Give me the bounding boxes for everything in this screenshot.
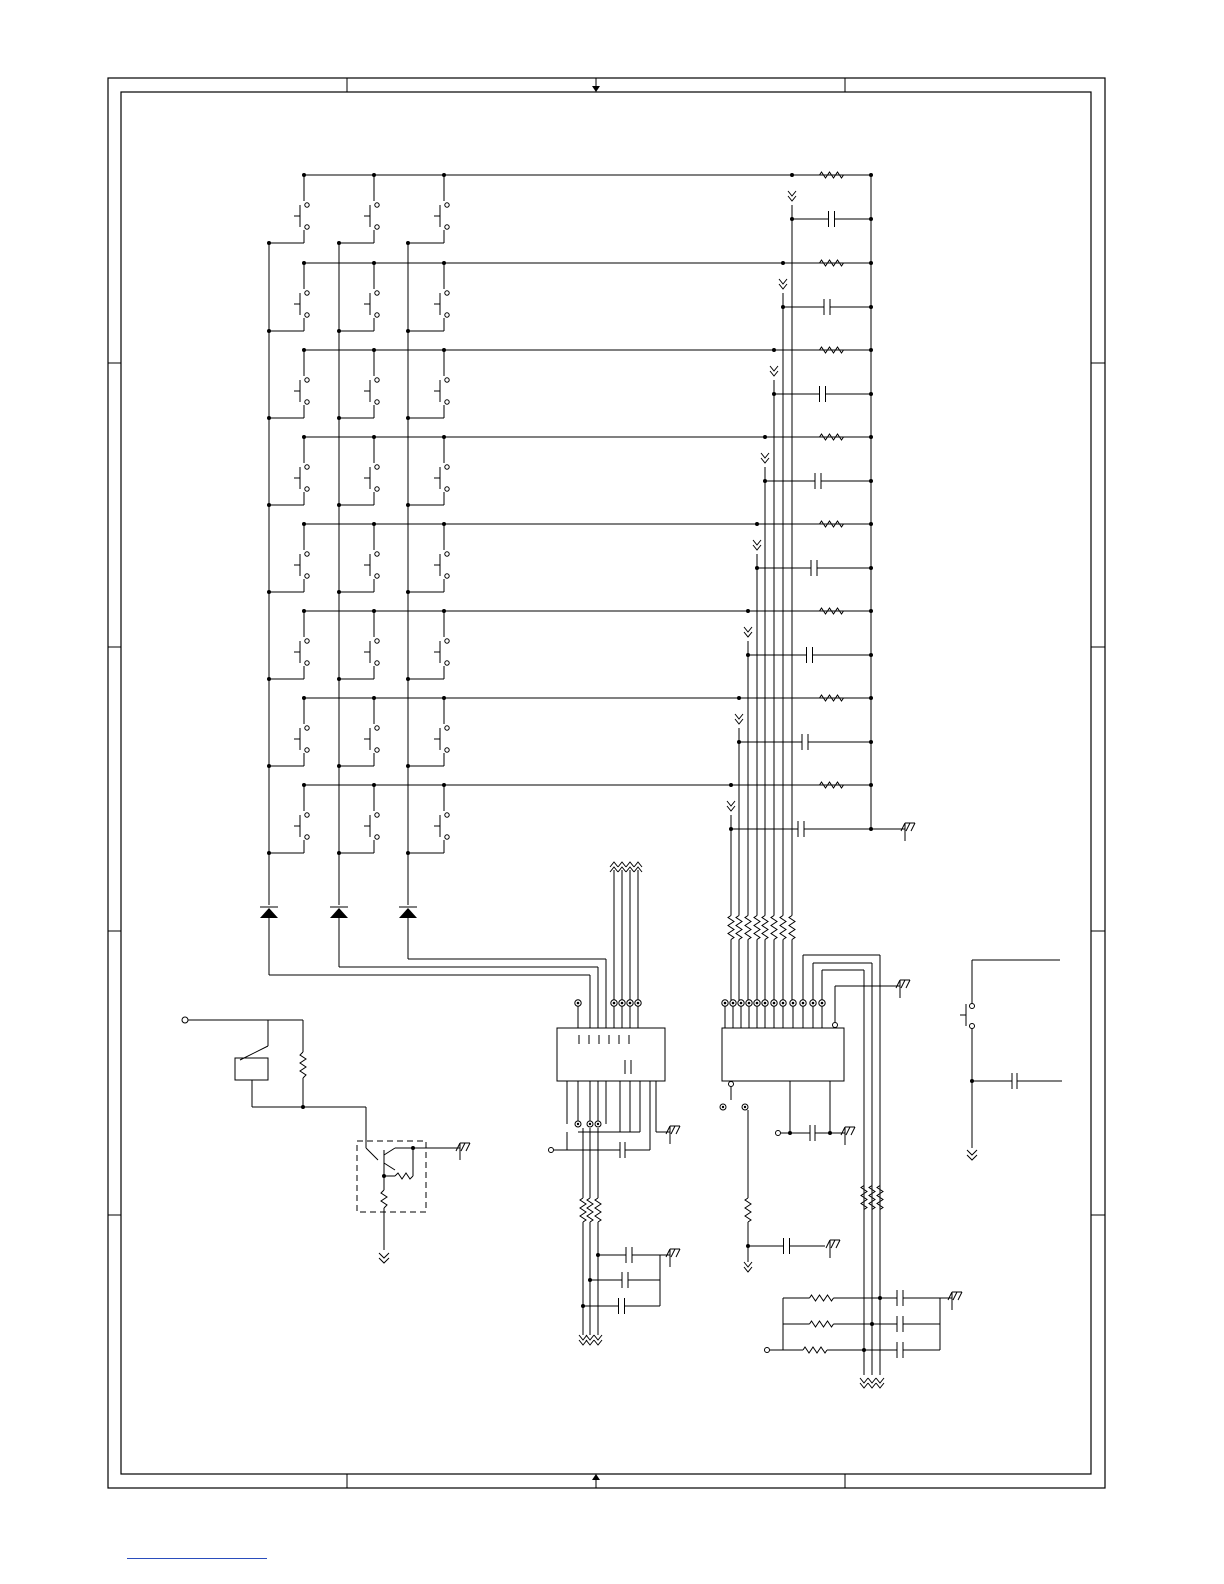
ground-symbol (841, 1127, 855, 1145)
junction (870, 1322, 874, 1326)
ground-symbol (948, 1292, 962, 1310)
junction (788, 1131, 792, 1135)
bus-arrow (779, 279, 787, 289)
resistor (820, 608, 844, 614)
signal-bus (727, 191, 796, 1000)
terminal (375, 661, 379, 665)
ground-symbol (826, 1240, 840, 1258)
terminal (445, 225, 449, 229)
push-switch (294, 263, 309, 331)
terminal (375, 465, 379, 469)
junction (862, 1348, 866, 1352)
resistor (580, 1198, 586, 1222)
terminal (305, 313, 309, 317)
push-switch (434, 611, 449, 679)
push-switch (364, 785, 379, 853)
resistor (810, 1321, 834, 1327)
ground-arrow (967, 1150, 977, 1160)
resistor (869, 1186, 875, 1210)
terminal (765, 1348, 770, 1353)
connector-left (557, 862, 665, 1081)
bus-arrow (594, 1335, 602, 1345)
right-connector-network (720, 1081, 962, 1388)
terminal (445, 378, 449, 382)
resistor (780, 916, 786, 940)
resistor (745, 1198, 751, 1222)
diode (399, 907, 417, 918)
resistor (820, 260, 844, 266)
push-switch (434, 175, 449, 243)
push-switch (294, 698, 309, 766)
push-switch (434, 524, 449, 592)
resistor (587, 1198, 593, 1222)
resistor (595, 1198, 601, 1222)
bus-arrow (788, 191, 796, 201)
resistor (789, 916, 795, 940)
bus-arrow (753, 540, 761, 550)
junction (878, 1296, 882, 1300)
push-switch (434, 350, 449, 418)
resistor (754, 916, 760, 940)
resistor (820, 521, 844, 527)
terminal (305, 748, 309, 752)
terminal (375, 487, 379, 491)
bus-arrow (860, 1378, 868, 1388)
footer-rule (127, 1558, 267, 1559)
junction (781, 261, 785, 265)
terminal (305, 813, 309, 817)
terminal (305, 465, 309, 469)
terminal (305, 835, 309, 839)
push-switch (294, 785, 309, 853)
push-switch (294, 611, 309, 679)
terminal (305, 225, 309, 229)
bus-arrow (586, 1335, 594, 1345)
terminal (305, 378, 309, 382)
push-switch (434, 437, 449, 505)
terminal (375, 378, 379, 382)
terminal (445, 400, 449, 404)
junction (737, 696, 741, 700)
push-switch (294, 524, 309, 592)
resistor (877, 1186, 883, 1210)
terminal (375, 574, 379, 578)
terminal (305, 639, 309, 643)
ground-symbol (901, 823, 915, 841)
drawing-frame (108, 78, 1105, 1488)
left-connector-network (549, 1081, 681, 1345)
bus-arrow (876, 1378, 884, 1388)
terminal (445, 487, 449, 491)
bus-arrow (579, 1335, 587, 1345)
connector-pin (833, 1023, 838, 1028)
ground-symbol (666, 1126, 680, 1144)
terminal (375, 313, 379, 317)
junction (729, 783, 733, 787)
push-switch (364, 437, 379, 505)
resistor (745, 916, 751, 940)
push-switch (364, 698, 379, 766)
terminal (445, 552, 449, 556)
terminal (375, 726, 379, 730)
terminal (375, 748, 379, 752)
junction (755, 522, 759, 526)
junction (746, 609, 750, 613)
terminal (445, 661, 449, 665)
ground-symbol (666, 1249, 680, 1267)
bus-arrow (727, 801, 735, 811)
bus-arrow (770, 366, 778, 376)
push-switch (364, 175, 379, 243)
terminal (375, 400, 379, 404)
bus-arrow (744, 1262, 752, 1272)
bus-arrow (735, 714, 743, 724)
resistor (820, 434, 844, 440)
resistor (861, 1186, 867, 1210)
junction (763, 435, 767, 439)
terminal (445, 574, 449, 578)
ground-symbol (896, 980, 910, 998)
resistor (820, 695, 844, 701)
push-switch (434, 785, 449, 853)
push-switch (294, 350, 309, 418)
terminal (375, 203, 379, 207)
terminal (445, 313, 449, 317)
push-switch (434, 698, 449, 766)
terminal (305, 400, 309, 404)
ground-arrow (379, 1253, 389, 1263)
terminal (445, 465, 449, 469)
bus-arrow (744, 627, 752, 637)
resistor (736, 916, 742, 940)
junction (828, 1131, 832, 1135)
resistor (728, 916, 734, 940)
push-switch (364, 263, 379, 331)
relay-coil (235, 1058, 268, 1080)
resistor (771, 916, 777, 940)
push-switch (364, 611, 379, 679)
resistor (395, 1173, 413, 1179)
push-switch (294, 175, 309, 243)
terminal (375, 552, 379, 556)
resistor (762, 916, 768, 940)
terminal (305, 487, 309, 491)
terminal (776, 1131, 781, 1136)
resistor (803, 1347, 827, 1353)
junction (790, 173, 794, 177)
resistor (820, 172, 844, 178)
terminal (375, 835, 379, 839)
terminal (305, 574, 309, 578)
push-switch (364, 524, 379, 592)
resistor (810, 1295, 834, 1301)
terminal (445, 203, 449, 207)
resistor (381, 1190, 387, 1208)
key-matrix (260, 173, 871, 1000)
terminal (445, 291, 449, 295)
bus-arrow (868, 1378, 876, 1388)
terminal (445, 639, 449, 643)
terminal (445, 748, 449, 752)
ground-symbol (456, 1143, 470, 1160)
resistor (820, 782, 844, 788)
junction (772, 348, 776, 352)
terminal (375, 813, 379, 817)
diode (330, 907, 348, 918)
resistor (820, 347, 844, 353)
push-switch (364, 350, 379, 418)
terminal (305, 291, 309, 295)
terminal (375, 639, 379, 643)
resistor (300, 1052, 306, 1078)
terminal (375, 225, 379, 229)
terminal (445, 835, 449, 839)
terminal (549, 1148, 554, 1153)
terminal (305, 661, 309, 665)
terminal (729, 1082, 734, 1087)
connector-right (722, 955, 910, 1375)
standalone-switch-circuit (960, 960, 1062, 1160)
diode (260, 907, 278, 918)
push-switch (294, 437, 309, 505)
bus-arrow (761, 453, 769, 463)
relay-driver-circuit (182, 1017, 470, 1263)
terminal (445, 813, 449, 817)
push-switch (434, 263, 449, 331)
terminal (305, 552, 309, 556)
terminal (375, 291, 379, 295)
terminal (305, 726, 309, 730)
terminal (445, 726, 449, 730)
terminal (305, 203, 309, 207)
